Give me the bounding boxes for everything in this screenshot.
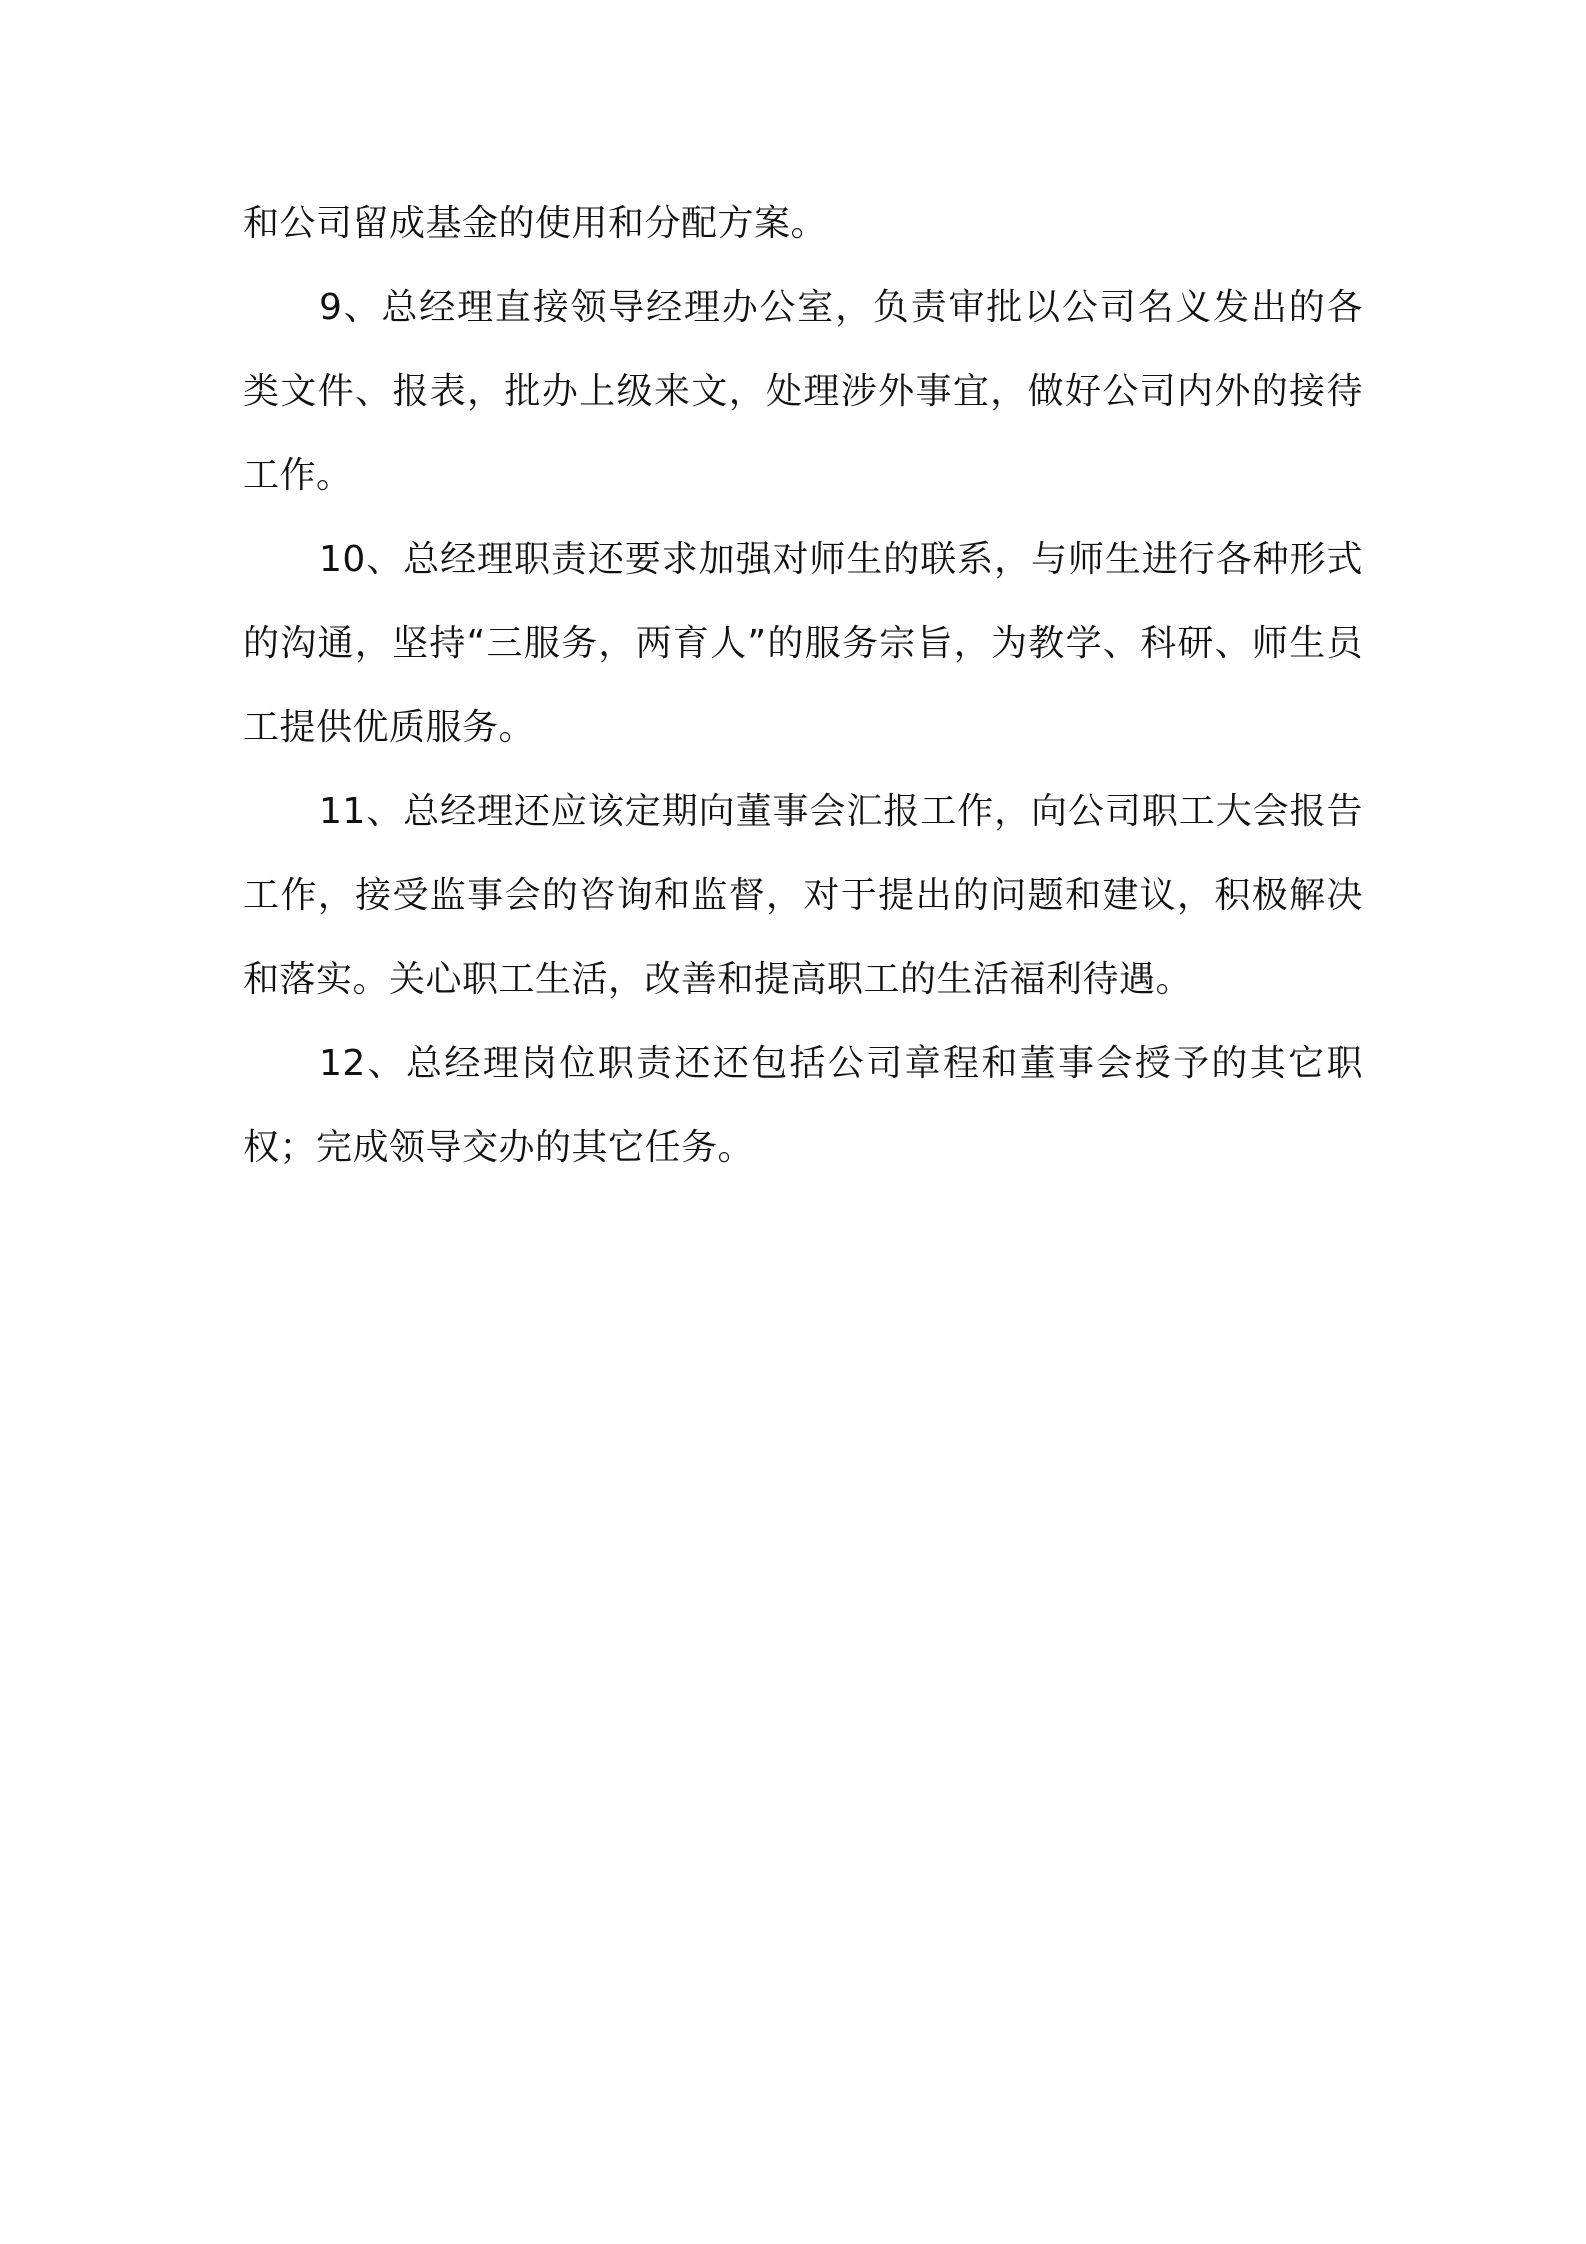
paragraph-item-10: 10、总经理职责还要求加强对师生的联系，与师生进行各种形式的沟通，坚持“三服务，两育人”的服务宗旨，为教学、科研、师生员工提供优质服务。 — [243, 539, 1363, 748]
paragraph-item-11: 11、总经理还应该定期向董事会汇报工作，向公司职工大会报告工作，接受监事会的咨询和监督，对于提出的问题和建议，积极解决和落实。关心职工生活，改善和提高职工的生活福利待遇。 — [243, 791, 1363, 1000]
paragraph-item-12: 12、总经理岗位职责还还包括公司章程和董事会授予的其它职权；完成领导交办的其它任务。 — [243, 1043, 1363, 1168]
document-body — [243, 182, 1363, 1190]
paragraph-item-9: 9、总经理直接领导经理办公室，负责审批以公司名义发出的各类文件、报表，批办上级来文，处理涉外事宜，做好公司内外的接待工作。 — [243, 287, 1363, 496]
paragraph-continued: 和公司留成基金的使用和分配方案。 — [243, 203, 828, 244]
